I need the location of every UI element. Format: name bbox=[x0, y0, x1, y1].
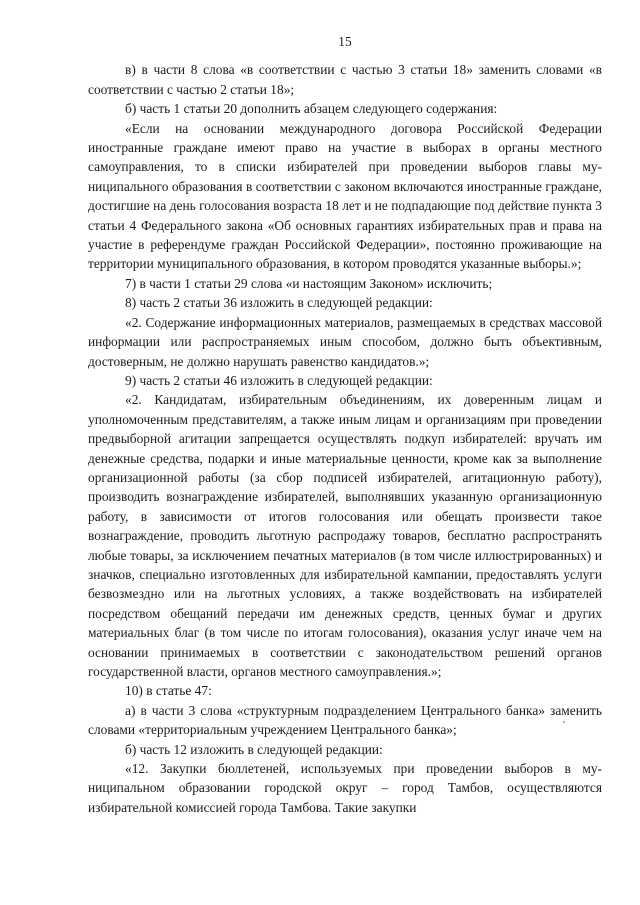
paragraph-foreign-citizens: «Если на основании международного договора Российской Федерации иностранные граждане имеют право на участие в выборах в органы местного самоуправления, то в списки избирателей при проведении выборов главы муниципального образования в соответствии с законом включаются иностранные граждане, достигшие на день голосования возраста 18 лет и не подпадающие под действие пункта 3 статьи 4 Федерального закона «Об основных гарантиях избирательных прав и права на участие в референдуме граждан Российской Федерации», постоянно проживающие на территории муниципального образования, в котором проводятся указанные выборы.»; bbox=[88, 120, 602, 272]
stray-mark: ' bbox=[563, 720, 565, 731]
paragraph-amend-article-20: б) часть 1 статьи 20 дополнить абзацем следующего содержания: bbox=[125, 101, 498, 117]
page-number: 15 bbox=[338, 34, 352, 49]
paragraph-item-7: 7) в части 1 статьи 29 слова «и настоящим Законом» исключить; bbox=[125, 275, 493, 291]
paragraph-bribery-ban: «2. Кандидатам, избирательным объединениям, их доверенным лицам и уполномоченным представителям, а также иным лицам и организациям при проведении предвыборной агитации запрещается осуществлять подкуп избирателей: вручать им денежные средства, подарки и иные материальные ценности, кроме как за выполнение организационной работы (за сбор подписей избирателей, агитационную работу), производить вознаграждение избирателей, выполнявших указанную организационную работу, в зависимости от итогов голосования или обещать произвести такое вознаграждение, проводить льготную распродажу товаров, бесплатно распространять любые товары, за исключением печатных материалов (в том числе иллюстрированных) и значков, специально изготовленных для избирательной кампании, предоставлять услуги безвозмездно или на льготных условиях, а также воздействовать на избирателей посредством обещаний передачи им денежных средств, ценных бумаг и других материальных благ (в том числе по итогам голосования), оказания услуг иначе чем на основании принимаемых в соответствии с законодательством решений органов государственной власти, органов местного самоуправления.»; bbox=[88, 392, 602, 679]
paragraph-amend-part-12: б) часть 12 изложить в следующей редакции: bbox=[125, 741, 383, 757]
paragraph-amend-part-8: в) в части 8 слова «в соответствии с частью 3 статьи 18» заменить словами «в соответствии с частью 2 статьи 18»; bbox=[88, 62, 602, 97]
paragraph-item-8: 8) часть 2 статьи 36 изложить в следующей редакции: bbox=[125, 295, 433, 311]
paragraph-ballot-purchases: «12. Закупки бюллетеней, используемых при проведении выборов в муниципальном образовании городской округ – город Тамбов, осуществляются избирательной комиссией города Тамбова. Такие закупки bbox=[88, 761, 602, 815]
paragraph-item-10: 10) в статье 47: bbox=[125, 683, 212, 699]
paragraph-info-materials: «2. Содержание информационных материалов, размещаемых в средствах массовой информации или распространяемых иным способом, должно быть объективным, достоверным, не должно нарушать равенство кандидатов.»; bbox=[88, 314, 602, 369]
paragraph-amend-part-3: а) в части 3 слова «структурным подразделением Центрального банка» заменить словами «территориальным учреждением Центрального банка»; bbox=[88, 702, 602, 738]
paragraph-item-9: 9) часть 2 статьи 46 изложить в следующей редакции: bbox=[125, 372, 433, 388]
